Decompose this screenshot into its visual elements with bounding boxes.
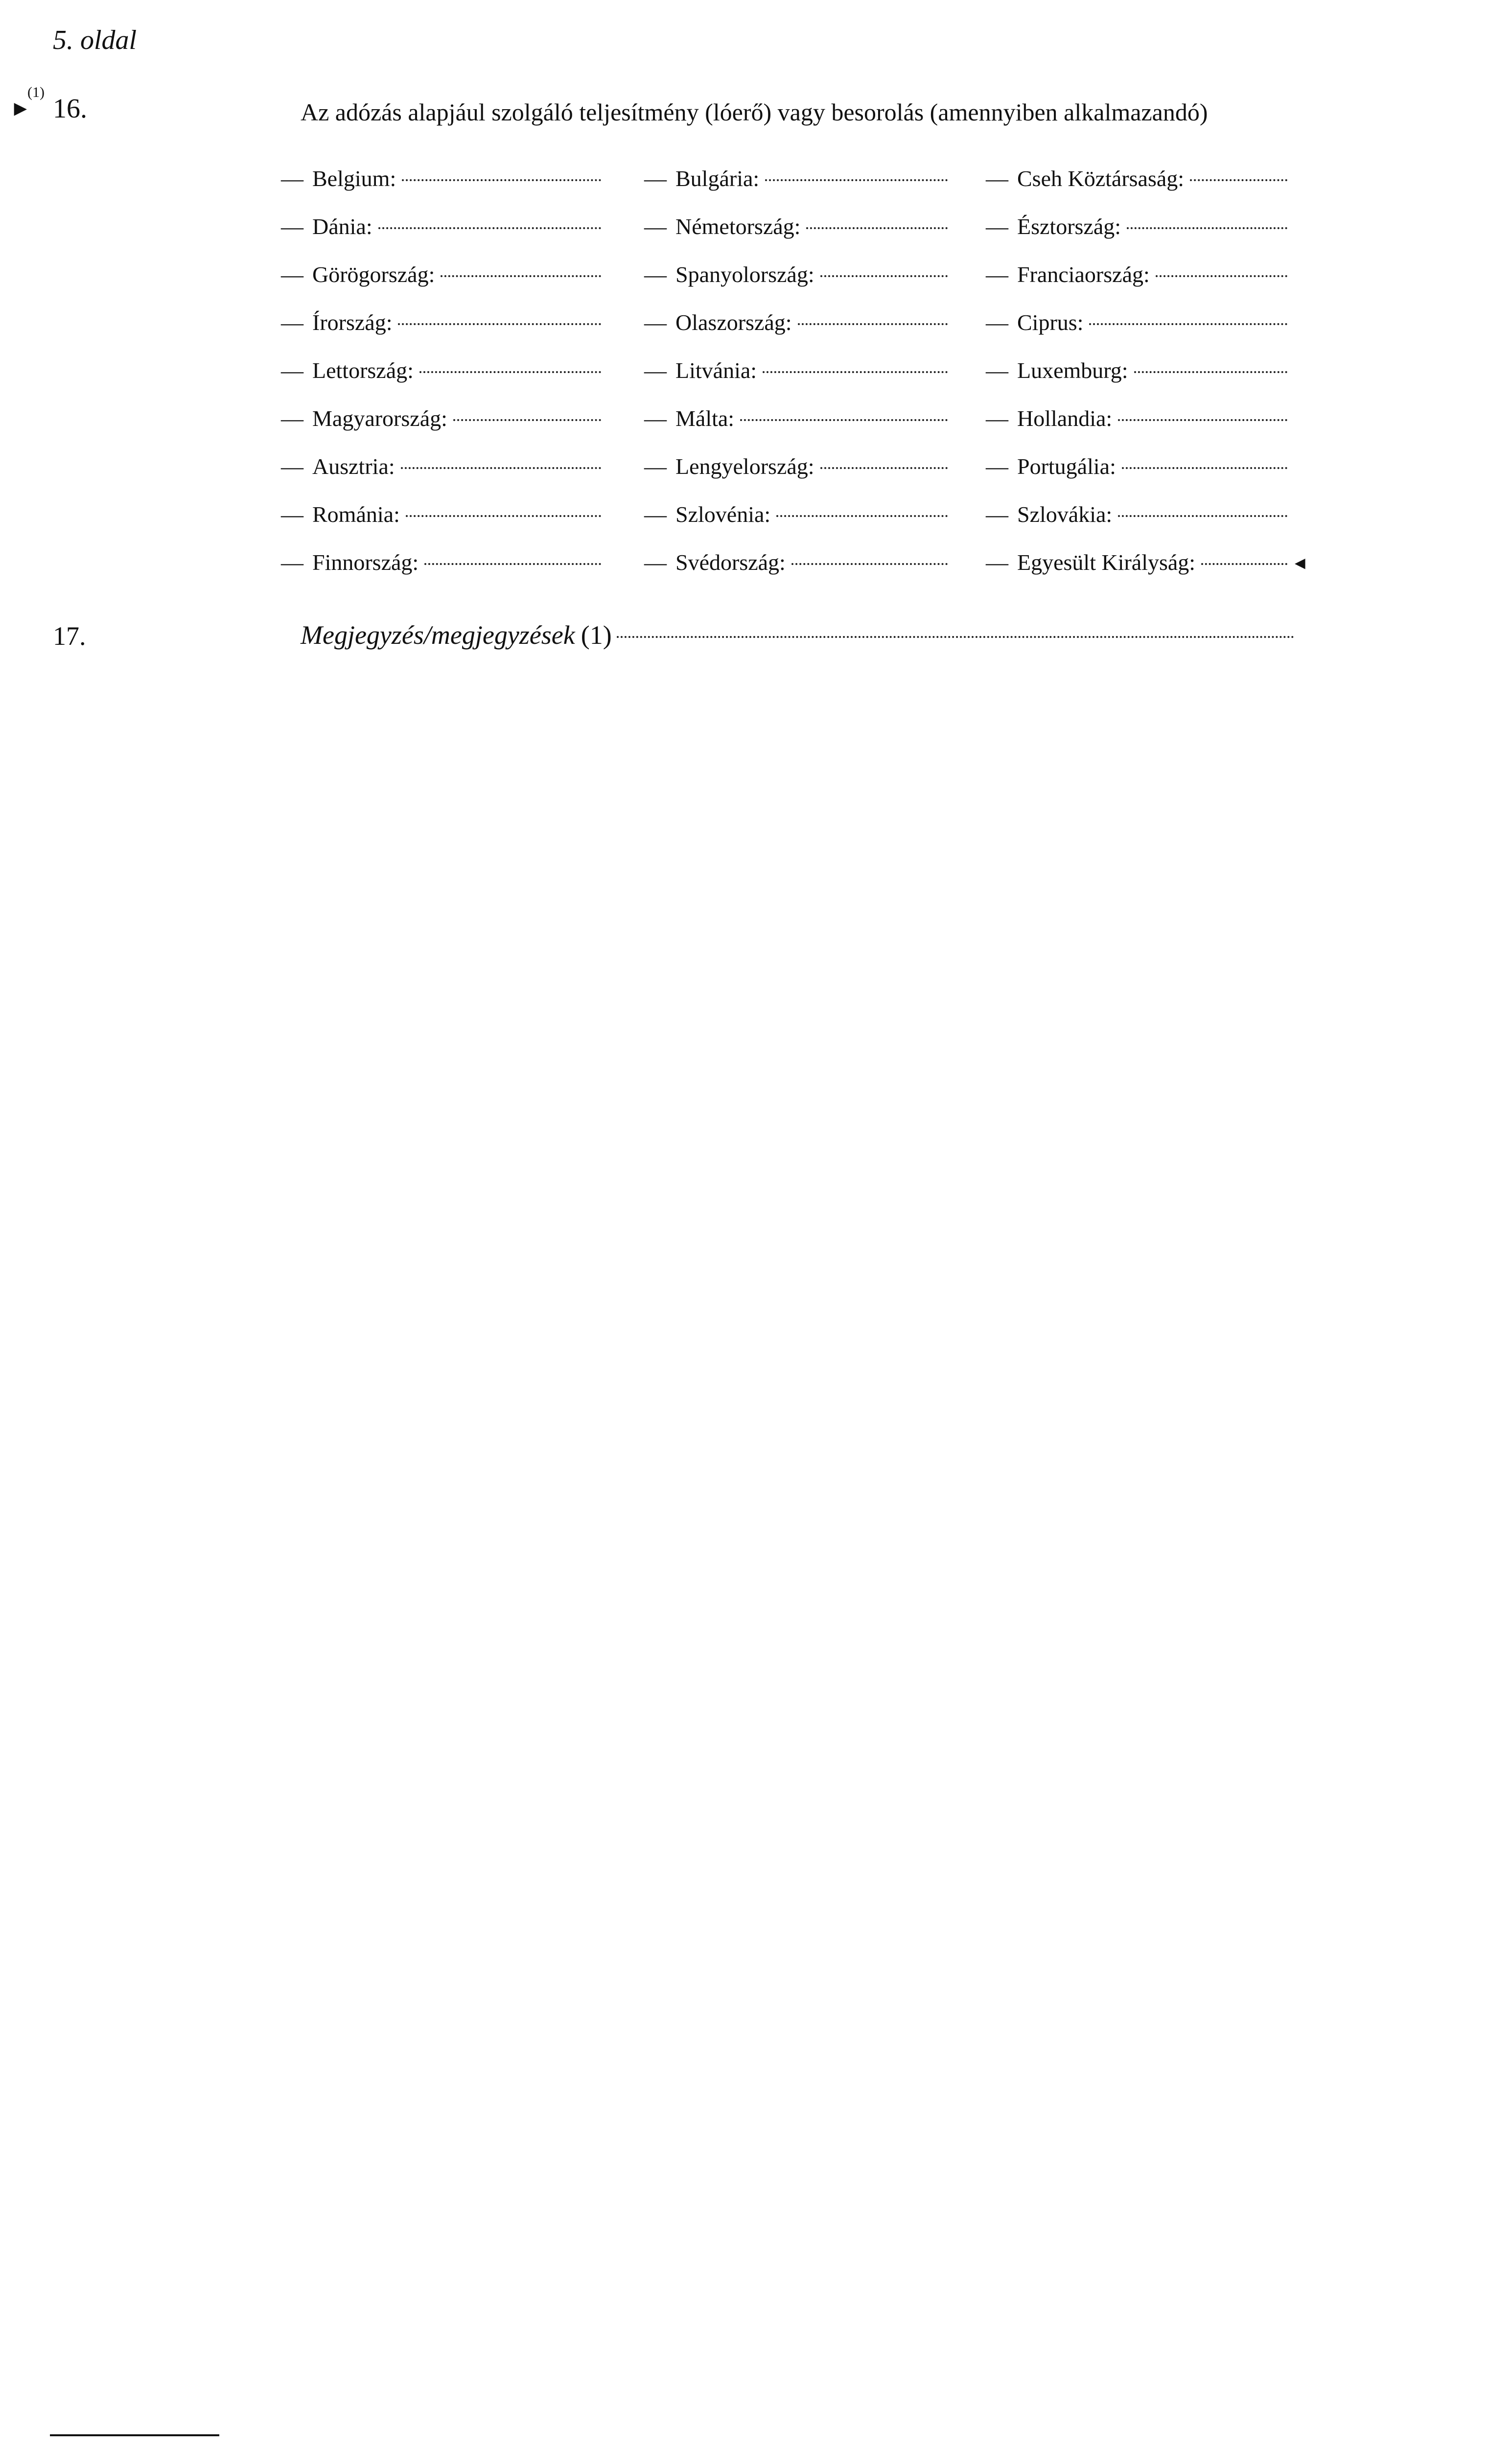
- country-fill-line[interactable]: [1190, 179, 1287, 181]
- country-field: [986, 449, 1287, 484]
- country-field: [281, 306, 601, 340]
- country-label: Finnország:: [312, 550, 419, 575]
- country-label: Cseh Köztársaság:: [1017, 166, 1185, 191]
- dash-bullet: —: [281, 454, 303, 479]
- country-fill-line[interactable]: [765, 179, 948, 181]
- country-label: Olaszország:: [675, 310, 792, 335]
- country-label: Írország:: [312, 310, 393, 335]
- country-fill-line[interactable]: [1122, 467, 1287, 469]
- country-fill-line[interactable]: [820, 275, 948, 277]
- country-field: [644, 306, 948, 340]
- country-fill-line[interactable]: [402, 179, 601, 181]
- dash-bullet: —: [986, 502, 1008, 527]
- dash-bullet: —: [281, 262, 303, 287]
- country-fill-line[interactable]: [791, 563, 948, 565]
- country-label: Görögország:: [312, 262, 435, 287]
- dash-bullet: —: [281, 406, 303, 431]
- country-field: [986, 306, 1287, 340]
- country-field: [986, 545, 1287, 580]
- dash-bullet: —: [986, 550, 1008, 575]
- country-fill-line[interactable]: [424, 563, 601, 565]
- item-17-fill-line[interactable]: [617, 636, 1294, 638]
- country-label: Ausztria:: [312, 454, 395, 479]
- country-fill-line[interactable]: [398, 323, 601, 325]
- country-label: Franciaország:: [1017, 262, 1150, 287]
- country-fill-line[interactable]: [1201, 563, 1287, 565]
- dash-bullet: —: [644, 502, 667, 527]
- country-label: Portugália:: [1017, 454, 1116, 479]
- country-fill-line[interactable]: [798, 323, 948, 325]
- dash-bullet: —: [644, 262, 667, 287]
- country-label: Szlovákia:: [1017, 502, 1113, 527]
- country-field: [281, 545, 601, 580]
- item-16-title: Az adózás alapjául szolgáló teljesítmény (lóerő) vagy besorolás (amennyiben alkalmazandó): [301, 98, 1208, 126]
- country-fill-line[interactable]: [1134, 371, 1287, 373]
- item-16-number: 16.: [53, 94, 87, 124]
- country-field: [986, 497, 1287, 532]
- country-label: Lettország:: [312, 358, 414, 383]
- country-fill-line[interactable]: [378, 227, 601, 229]
- amendment-start-marker: ►: [10, 96, 31, 120]
- country-fill-line[interactable]: [763, 371, 948, 373]
- page-label: 5. oldal: [53, 25, 137, 55]
- country-label: Svédország:: [675, 550, 786, 575]
- country-field: [986, 401, 1287, 436]
- dash-bullet: —: [281, 310, 303, 335]
- dash-bullet: —: [644, 166, 667, 191]
- country-fill-line[interactable]: [401, 467, 601, 469]
- country-label: Luxemburg:: [1017, 358, 1128, 383]
- dash-bullet: —: [644, 310, 667, 335]
- country-field: [644, 258, 948, 292]
- dash-bullet: —: [986, 262, 1008, 287]
- country-label: Spanyolország:: [675, 262, 814, 287]
- country-field: [986, 162, 1287, 196]
- country-field: [644, 401, 948, 436]
- country-label: Németország:: [675, 214, 801, 239]
- country-field: [986, 353, 1287, 388]
- country-field: [644, 162, 948, 196]
- country-label: Észtország:: [1017, 214, 1121, 239]
- footnote-rule: [50, 2434, 219, 2436]
- country-field: [644, 353, 948, 388]
- country-fill-line[interactable]: [441, 275, 601, 277]
- amendment-end-marker: ◄: [1291, 553, 1309, 573]
- item-17-row: [301, 618, 1294, 652]
- country-field: [281, 401, 601, 436]
- dash-bullet: —: [281, 166, 303, 191]
- country-fill-line[interactable]: [1118, 419, 1287, 421]
- country-field: [644, 497, 948, 532]
- dash-bullet: —: [986, 406, 1008, 431]
- country-label: Dánia:: [312, 214, 372, 239]
- country-field: [281, 162, 601, 196]
- country-fill-line[interactable]: [806, 227, 948, 229]
- item-17-number: 17.: [53, 621, 86, 651]
- country-field: [281, 449, 601, 484]
- country-field: [644, 545, 948, 580]
- country-fill-line[interactable]: [406, 515, 601, 517]
- item-17-label: Megjegyzés/megjegyzések: [301, 620, 575, 650]
- dash-bullet: —: [644, 214, 667, 239]
- dash-bullet: —: [281, 214, 303, 239]
- country-field: [644, 210, 948, 244]
- country-field: [281, 210, 601, 244]
- dash-bullet: —: [986, 310, 1008, 335]
- dash-bullet: —: [281, 502, 303, 527]
- country-field: [281, 353, 601, 388]
- country-field: [281, 258, 601, 292]
- country-label: Málta:: [675, 406, 735, 431]
- country-fill-line[interactable]: [1089, 323, 1287, 325]
- amendment-reference: (1): [27, 84, 45, 100]
- dash-bullet: —: [644, 358, 667, 383]
- dash-bullet: —: [644, 550, 667, 575]
- dash-bullet: —: [644, 454, 667, 479]
- country-label: Lengyelország:: [675, 454, 814, 479]
- dash-bullet: —: [986, 214, 1008, 239]
- country-fill-line[interactable]: [1127, 227, 1287, 229]
- country-field: [281, 497, 601, 532]
- country-field: [986, 210, 1287, 244]
- country-label: Románia:: [312, 502, 400, 527]
- country-label: Ciprus:: [1017, 310, 1084, 335]
- country-label: Szlovénia:: [675, 502, 771, 527]
- country-fill-line[interactable]: [820, 467, 948, 469]
- country-label: Belgium:: [312, 166, 396, 191]
- country-label: Bulgária:: [675, 166, 760, 191]
- country-fill-line[interactable]: [453, 419, 601, 421]
- country-label: Hollandia:: [1017, 406, 1113, 431]
- country-field: [644, 449, 948, 484]
- country-fill-line[interactable]: [776, 515, 948, 517]
- country-fill-line[interactable]: [1118, 515, 1287, 517]
- country-field: [986, 258, 1287, 292]
- item-17-reference: (1): [581, 620, 612, 650]
- dash-bullet: —: [986, 358, 1008, 383]
- dash-bullet: —: [644, 406, 667, 431]
- country-fill-line[interactable]: [1156, 275, 1287, 277]
- country-fill-line[interactable]: [740, 419, 948, 421]
- dash-bullet: —: [281, 358, 303, 383]
- dash-bullet: —: [986, 166, 1008, 191]
- country-label: Egyesült Királyság:: [1017, 550, 1196, 575]
- country-fill-line[interactable]: [419, 371, 601, 373]
- country-label: Litvánia:: [675, 358, 757, 383]
- dash-bullet: —: [986, 454, 1008, 479]
- country-label: Magyarország:: [312, 406, 447, 431]
- dash-bullet: —: [281, 550, 303, 575]
